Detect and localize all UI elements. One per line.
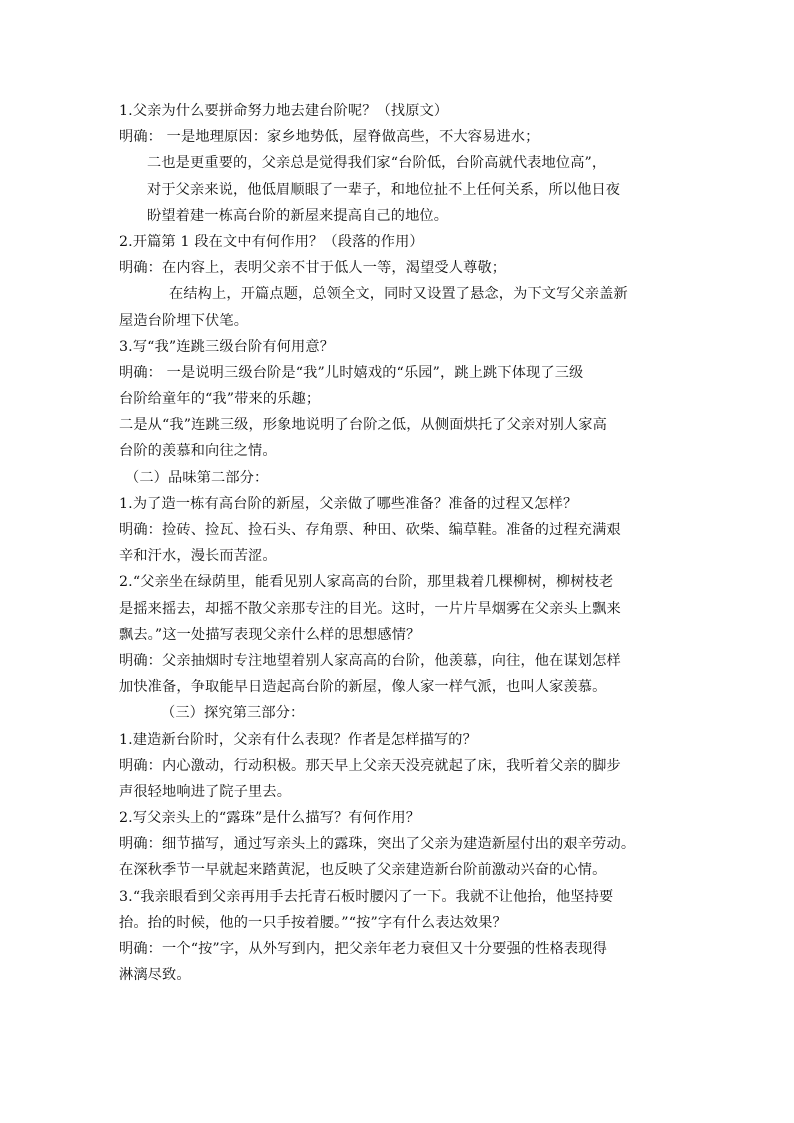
question-1: 1.父亲为什么要拼命努力地去建台阶呢？（找原文） [119, 103, 449, 119]
answer-line: 辛和汗水，漫长而苦涩。 [119, 548, 277, 565]
question-line: 是摇来摇去，却摇不散父亲那专注的目光。这时，一片片旱烟雾在父亲头上飘来 [119, 600, 621, 617]
answer-line: 明确：捡砖、捡瓦、捡石头、存角票、种田、砍柴、编草鞋。准备的过程充满艰 [119, 522, 621, 538]
answer-line: 屋造台阶埋下伏笔。 [119, 312, 249, 329]
section-heading: （二）品味第二部分： [125, 469, 269, 486]
question-line: 3.“我亲眼看到父亲再用手去托青石板时腰闪了一下。我就不让他抬，他坚持要 [119, 888, 614, 905]
question-2: 2.开篇第 1 段在文中有何作用？（段落的作用） [119, 233, 424, 250]
answer-line: 在深秋季节一早就起来踏黄泥，也反映了父亲建造新台阶前激动兴奋的心情。 [119, 862, 607, 879]
question-line: 2.“父亲坐在绿荫里，能看见别人家高高的台阶，那里栽着几棵柳树，柳树枝老 [119, 574, 614, 591]
section-heading: （三）探究第三部分： [161, 705, 305, 722]
answer-line: 在结构上，开篇点题，总领全文，同时又设置了悬念，为下文写父亲盖新 [169, 286, 628, 303]
answer-line: 加快准备，争取能早日造起高台阶的新屋，像人家一样气派，也叫人家羡慕。 [119, 679, 607, 696]
answer-line: 明确： 一是地理原因：家乡地势低，屋脊做高些，不大容易进水； [119, 129, 540, 146]
answer-line: 明确：内心激动，行动积极。那天早上父亲天没亮就起了床，我听着父亲的脚步 [119, 757, 621, 774]
answer-line: 二是从“我”连跳三级，形象地说明了台阶之低，从侧面烘托了父亲对别人家高 [119, 417, 607, 434]
answer-line: 台阶给童年的“我”带来的乐趣； [119, 391, 321, 408]
answer-line: 淋漓尽致。 [119, 967, 191, 984]
question-line: 1.建造新台阶时，父亲有什么表现？作者是怎样描写的？ [119, 731, 477, 748]
answer-line: 明确：细节描写，通过写亲头上的露珠，突出了父亲为建造新屋付出的艰辛劳动。 [119, 836, 636, 853]
answer-line: 二也是更重要的，父亲总是觉得我们家“台阶低，台阶高就代表地位高”， [147, 155, 607, 172]
question-line: 飘去。”这一处描写表现父亲什么样的思想感情？ [119, 626, 421, 643]
answer-line: 明确： 一是说明三级台阶是“我”儿时嬉戏的“乐园”，跳上跳下体现了三级 [119, 364, 584, 381]
answer-line: 明确：一个“按”字，从外写到内，把父亲年老力衰但又十分要强的性格表现得 [119, 941, 607, 957]
question-line: 1.为了造一栋有高台阶的新屋，父亲做了哪些准备？准备的过程又怎样？ [119, 495, 578, 512]
answer-line: 明确：父亲抽烟时专注地望着别人家高高的台阶，他羡慕，向往，他在谋划怎样 [119, 652, 621, 669]
document-body [119, 98, 679, 988]
answer-line: 明确：在内容上，表明父亲不甘于低人一等，渴望受人尊敬； [119, 260, 507, 277]
answer-line: 对于父亲来说，他低眉顺眼了一辈子，和地位扯不上任何关系，所以他日夜 [147, 181, 621, 198]
question-line: 2.写父亲头上的“露珠”是什么描写？有何作用？ [119, 810, 421, 827]
question-line: 抬。抬的时候，他的一只手按着腰。”“按”字有什么表达效果？ [119, 914, 507, 931]
answer-line: 盼望着建一栋高台阶的新屋来提高自己的地位。 [147, 207, 449, 224]
answer-line: 声很轻地响进了院子里去。 [119, 783, 292, 800]
question-3: 3.写“我”连跳三级台阶有何用意？ [119, 338, 335, 355]
answer-line: 台阶的羡慕和向往之情。 [119, 443, 277, 460]
